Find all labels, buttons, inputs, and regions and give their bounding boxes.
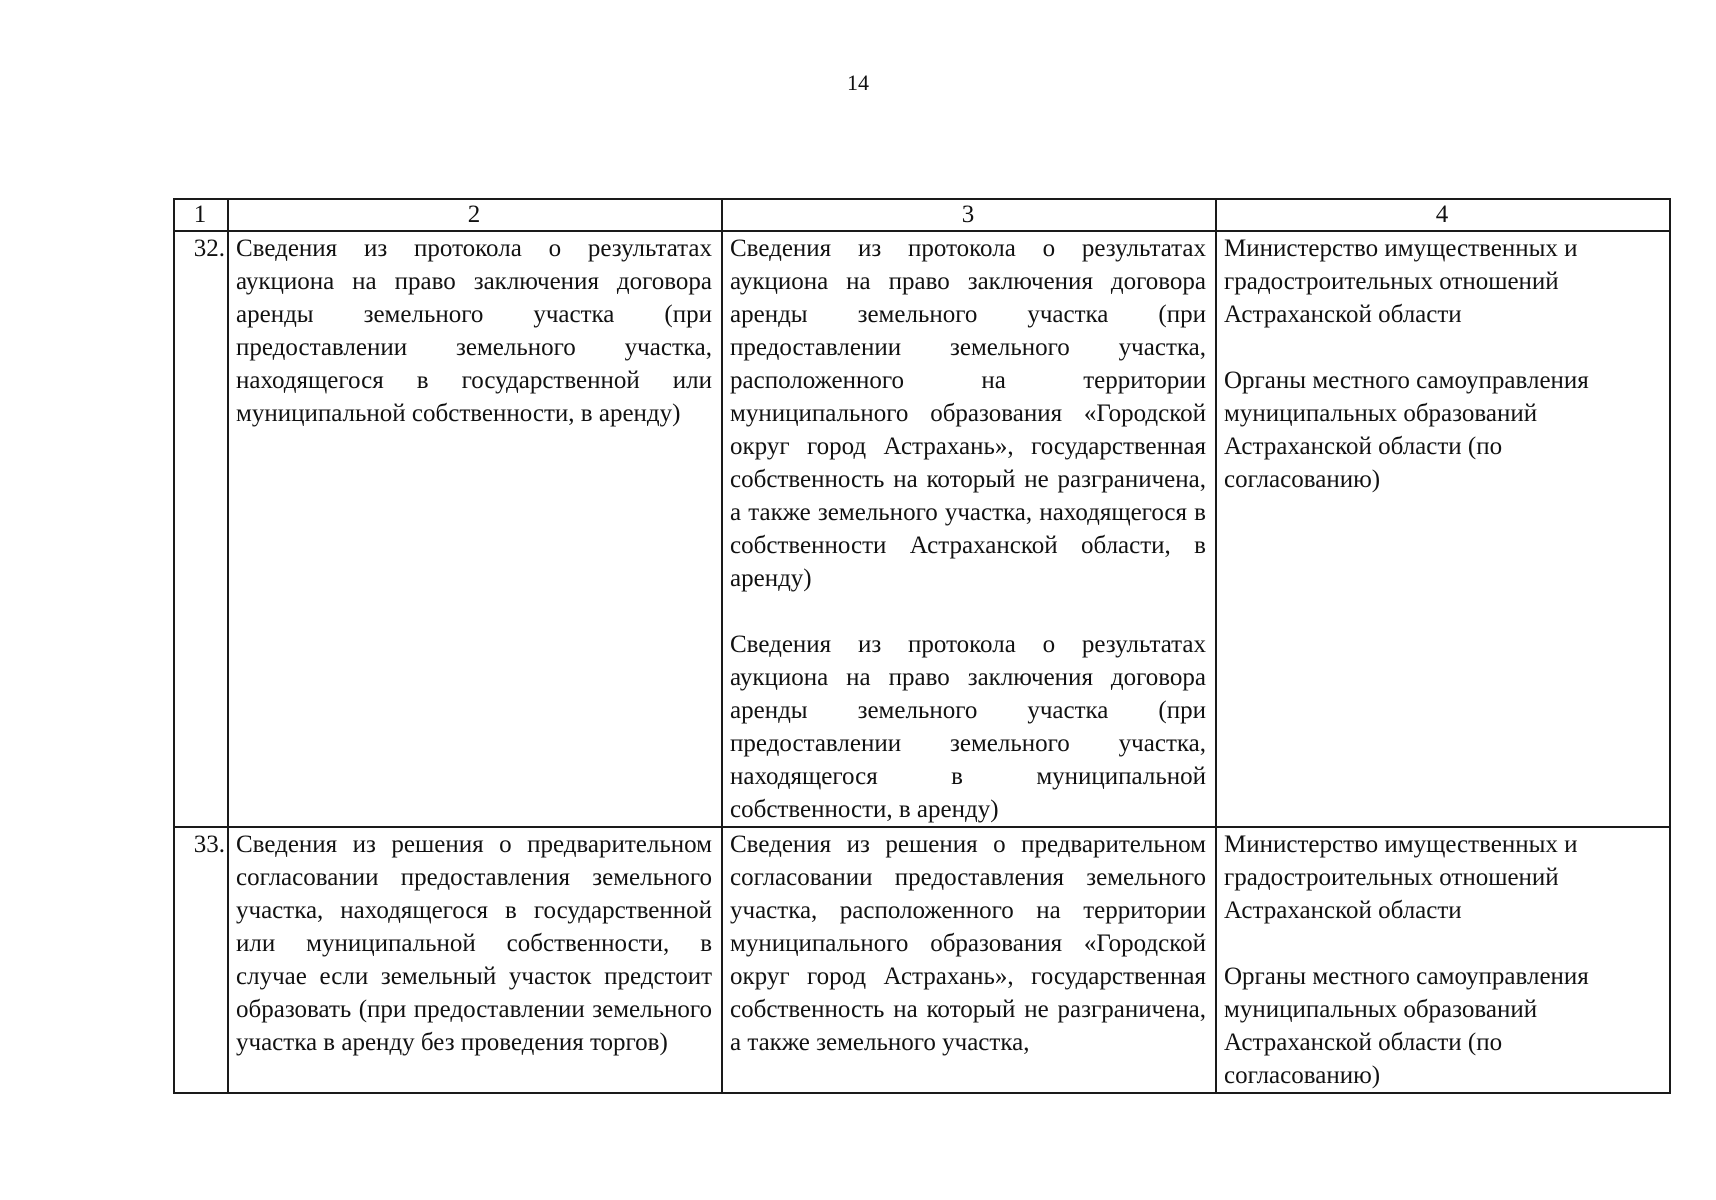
services-table: [173, 198, 1671, 1094]
table-header-row: [174, 199, 1670, 231]
document-info-paragraph-2: Сведения из протокола о результатах аукциона на право заключения договора аренды земельного участка (при предоставлении земельного участка, находящегося в муниципальной собственности, в аренду): [730, 631, 1206, 823]
header-col-2: 2: [228, 199, 722, 231]
service-info-cell: [228, 827, 722, 1093]
row-number: 33.: [174, 827, 228, 1093]
document-info-text: Сведения из решения о предварительном согласовании предоставления земельного участка, расположенного на территории муниципального образования «Городской округ город Астрахань», государственная собственность на который не разграничена, а также земельного участка,: [730, 831, 1206, 1056]
service-info-text: Сведения из протокола о результатах аукциона на право заключения договора аренды земельного участка (при предоставлении земельного участка, находящегося в государственной или муниципальной собственности, в аренду): [236, 235, 712, 427]
authority-paragraph-1: Министерство имущественных и градостроительных отношений Астраханской области: [1224, 235, 1578, 328]
document-info-cell: [722, 827, 1216, 1093]
row-number: 32.: [174, 231, 228, 827]
authority-paragraph-2: Органы местного самоуправления муниципальных образований Астраханской области (по согласованию): [1224, 367, 1589, 493]
authority-cell: [1216, 827, 1670, 1093]
page-number: 14: [847, 70, 869, 95]
header-col-4: 4: [1216, 199, 1670, 231]
document-info-paragraph-1: Сведения из протокола о результатах аукциона на право заключения договора аренды земельного участка (при предоставлении земельного участка, расположенного на территории муниципального образования «Городской округ город Астрахань», государственная собственность на который не разграничена, а также земельного участка, находящегося в собственности Астраханской области, в аренду): [730, 235, 1206, 592]
table-row-32: [174, 231, 1670, 827]
table-row-33: [174, 827, 1670, 1093]
authority-paragraph-2: Органы местного самоуправления муниципальных образований Астраханской области (по согласованию): [1224, 963, 1589, 1089]
header-col-1: 1: [174, 199, 228, 231]
document-info-cell: [722, 231, 1216, 827]
service-info-cell: [228, 231, 722, 827]
header-col-3: 3: [722, 199, 1216, 231]
authority-paragraph-1: Министерство имущественных и градостроительных отношений Астраханской области: [1224, 831, 1578, 924]
service-info-text: Сведения из решения о предварительном согласовании предоставления земельного участка, находящегося в государственной или муниципальной собственности, в случае если земельный участок предстоит образовать (при предоставлении земельного участка в аренду без проведения торгов): [236, 831, 712, 1056]
authority-cell: [1216, 231, 1670, 827]
